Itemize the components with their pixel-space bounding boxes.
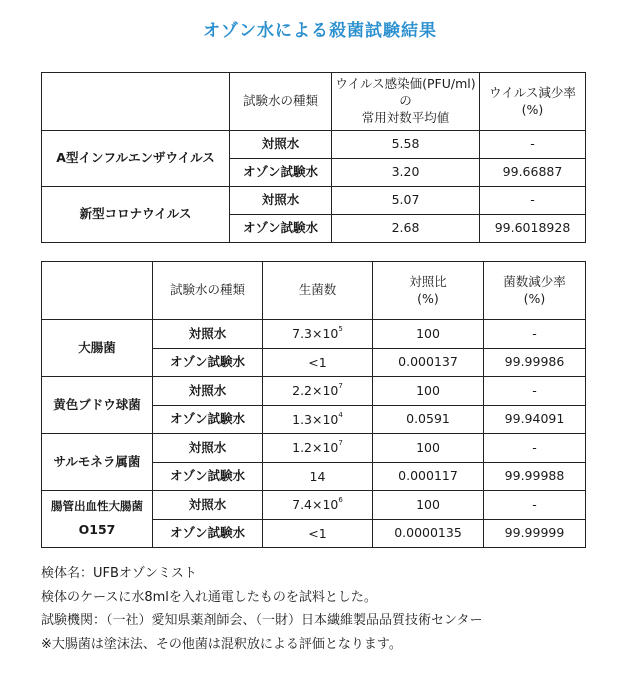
virus-group-name: A型インフルエンザウイルス (42, 131, 230, 187)
table-header-row (42, 73, 586, 131)
count-mantissa: 1.2×10 (292, 440, 339, 456)
note-method: ※大腸菌は塗沫法、その他菌は混釈放による評価となります。 (41, 636, 402, 652)
ratio-cell: 0.000137 (373, 349, 484, 377)
page-title: オゾン水による殺菌試験結果 (203, 21, 437, 41)
table-row (42, 434, 586, 463)
count-mantissa: 2.2×10 (292, 383, 339, 399)
bacteria-group-name-line2: O157 (78, 522, 116, 538)
reduction-cell: - (484, 434, 586, 463)
water-type-cell: オゾン試験水 (153, 406, 263, 434)
viable-count-cell (263, 520, 373, 548)
reduction-cell: - (480, 131, 586, 159)
notes-section (41, 562, 621, 656)
table-row (42, 377, 586, 406)
table-row (42, 131, 586, 159)
empty-header-cell (42, 73, 230, 131)
bacteria-results-table (41, 261, 586, 548)
count-mantissa: 1.3×10 (292, 411, 339, 427)
viable-count-cell (263, 406, 373, 434)
count-exponent: 4 (338, 410, 343, 419)
viable-count-cell (263, 491, 373, 520)
viable-count-cell (263, 463, 373, 491)
empty-header-cell (42, 262, 153, 320)
header-virus-titer-line2: 常用対数平均値 (361, 109, 450, 125)
header-virus-titer (332, 73, 480, 131)
bacteria-group-name (42, 491, 153, 548)
note-testing-org: 試験機関：（一社）愛知県薬剤師会、（一財）日本繊維製品品質技術センター (41, 613, 483, 628)
header-virus-reduction-line2: (%) (521, 101, 544, 117)
ratio-cell: 0.0591 (373, 406, 484, 434)
ratio-cell: 0.000117 (373, 463, 484, 491)
table-row (42, 491, 586, 520)
reduction-cell: - (484, 491, 586, 520)
water-type-cell: 対照水 (153, 320, 263, 349)
count-exponent: 7 (338, 382, 343, 391)
virus-group-name: 新型コロナウイルス (42, 187, 230, 243)
virus-results-table (41, 72, 586, 243)
viable-count-cell (263, 320, 373, 349)
count-exponent: 7 (338, 439, 343, 448)
count-mantissa: 14 (309, 468, 326, 484)
count-exponent: 5 (338, 325, 343, 334)
count-mantissa: <1 (308, 354, 327, 370)
table-row (42, 320, 586, 349)
reduction-cell: 99.99986 (484, 349, 586, 377)
note-sample-prep: 検体のケースに水8mlを入れ通電したものを試料とした。 (41, 589, 377, 605)
reduction-cell: 99.99988 (484, 463, 586, 491)
note-sample-name: 検体名：UFBオゾンミスト (41, 566, 197, 581)
reduction-cell: 99.6018928 (480, 215, 586, 243)
titer-cell: 5.58 (332, 131, 480, 159)
water-type-cell: 対照水 (153, 434, 263, 463)
viable-count-cell (263, 434, 373, 463)
bacteria-group-name: サルモネラ属菌 (42, 434, 153, 491)
titer-cell: 3.20 (332, 159, 480, 187)
header-control-ratio-line2: (%) (417, 290, 439, 306)
water-type-cell: 対照水 (230, 131, 332, 159)
header-virus-reduction-line1: ウイルス減少率 (489, 84, 576, 100)
count-mantissa: 7.4×10 (292, 497, 339, 513)
water-type-cell: オゾン試験水 (153, 349, 263, 377)
ratio-cell: 100 (373, 434, 484, 463)
reduction-cell: 99.94091 (484, 406, 586, 434)
table-header-row (42, 262, 586, 320)
reduction-cell: - (484, 377, 586, 406)
header-virus-titer-line1: ウイルス感染価(PFU/ml)の (335, 76, 476, 109)
water-type-cell: オゾン試験水 (230, 159, 332, 187)
reduction-cell: 99.99999 (484, 520, 586, 548)
ratio-cell: 0.0000135 (373, 520, 484, 548)
bacteria-group-name-line1: 腸管出血性大腸菌 (51, 498, 143, 513)
water-type-cell: 対照水 (153, 377, 263, 406)
header-water-type: 試験水の種類 (153, 262, 263, 320)
count-exponent: 6 (338, 496, 343, 505)
reduction-cell: 99.66887 (480, 159, 586, 187)
header-viable-count: 生菌数 (263, 262, 373, 320)
viable-count-cell (263, 377, 373, 406)
header-bacteria-reduction-line1: 菌数減少率 (503, 273, 566, 289)
header-bacteria-reduction (484, 262, 586, 320)
bacteria-group-name: 大腸菌 (42, 320, 153, 377)
water-type-cell: 対照水 (230, 187, 332, 215)
count-mantissa: 7.3×10 (292, 326, 339, 342)
header-control-ratio-line1: 対照比 (409, 273, 447, 289)
count-mantissa: <1 (308, 525, 327, 541)
titer-cell: 5.07 (332, 187, 480, 215)
water-type-cell: オゾン試験水 (230, 215, 332, 243)
reduction-cell: - (480, 187, 586, 215)
titer-cell: 2.68 (332, 215, 480, 243)
reduction-cell: - (484, 320, 586, 349)
water-type-cell: オゾン試験水 (153, 520, 263, 548)
ratio-cell: 100 (373, 491, 484, 520)
ratio-cell: 100 (373, 377, 484, 406)
ratio-cell: 100 (373, 320, 484, 349)
water-type-cell: 対照水 (153, 491, 263, 520)
bacteria-group-name: 黄色ブドウ球菌 (42, 377, 153, 434)
header-bacteria-reduction-line2: (%) (523, 290, 546, 306)
header-water-type: 試験水の種類 (230, 73, 332, 131)
water-type-cell: オゾン試験水 (153, 463, 263, 491)
table-row (42, 187, 586, 215)
header-virus-reduction (480, 73, 586, 131)
header-control-ratio (373, 262, 484, 320)
viable-count-cell (263, 349, 373, 377)
